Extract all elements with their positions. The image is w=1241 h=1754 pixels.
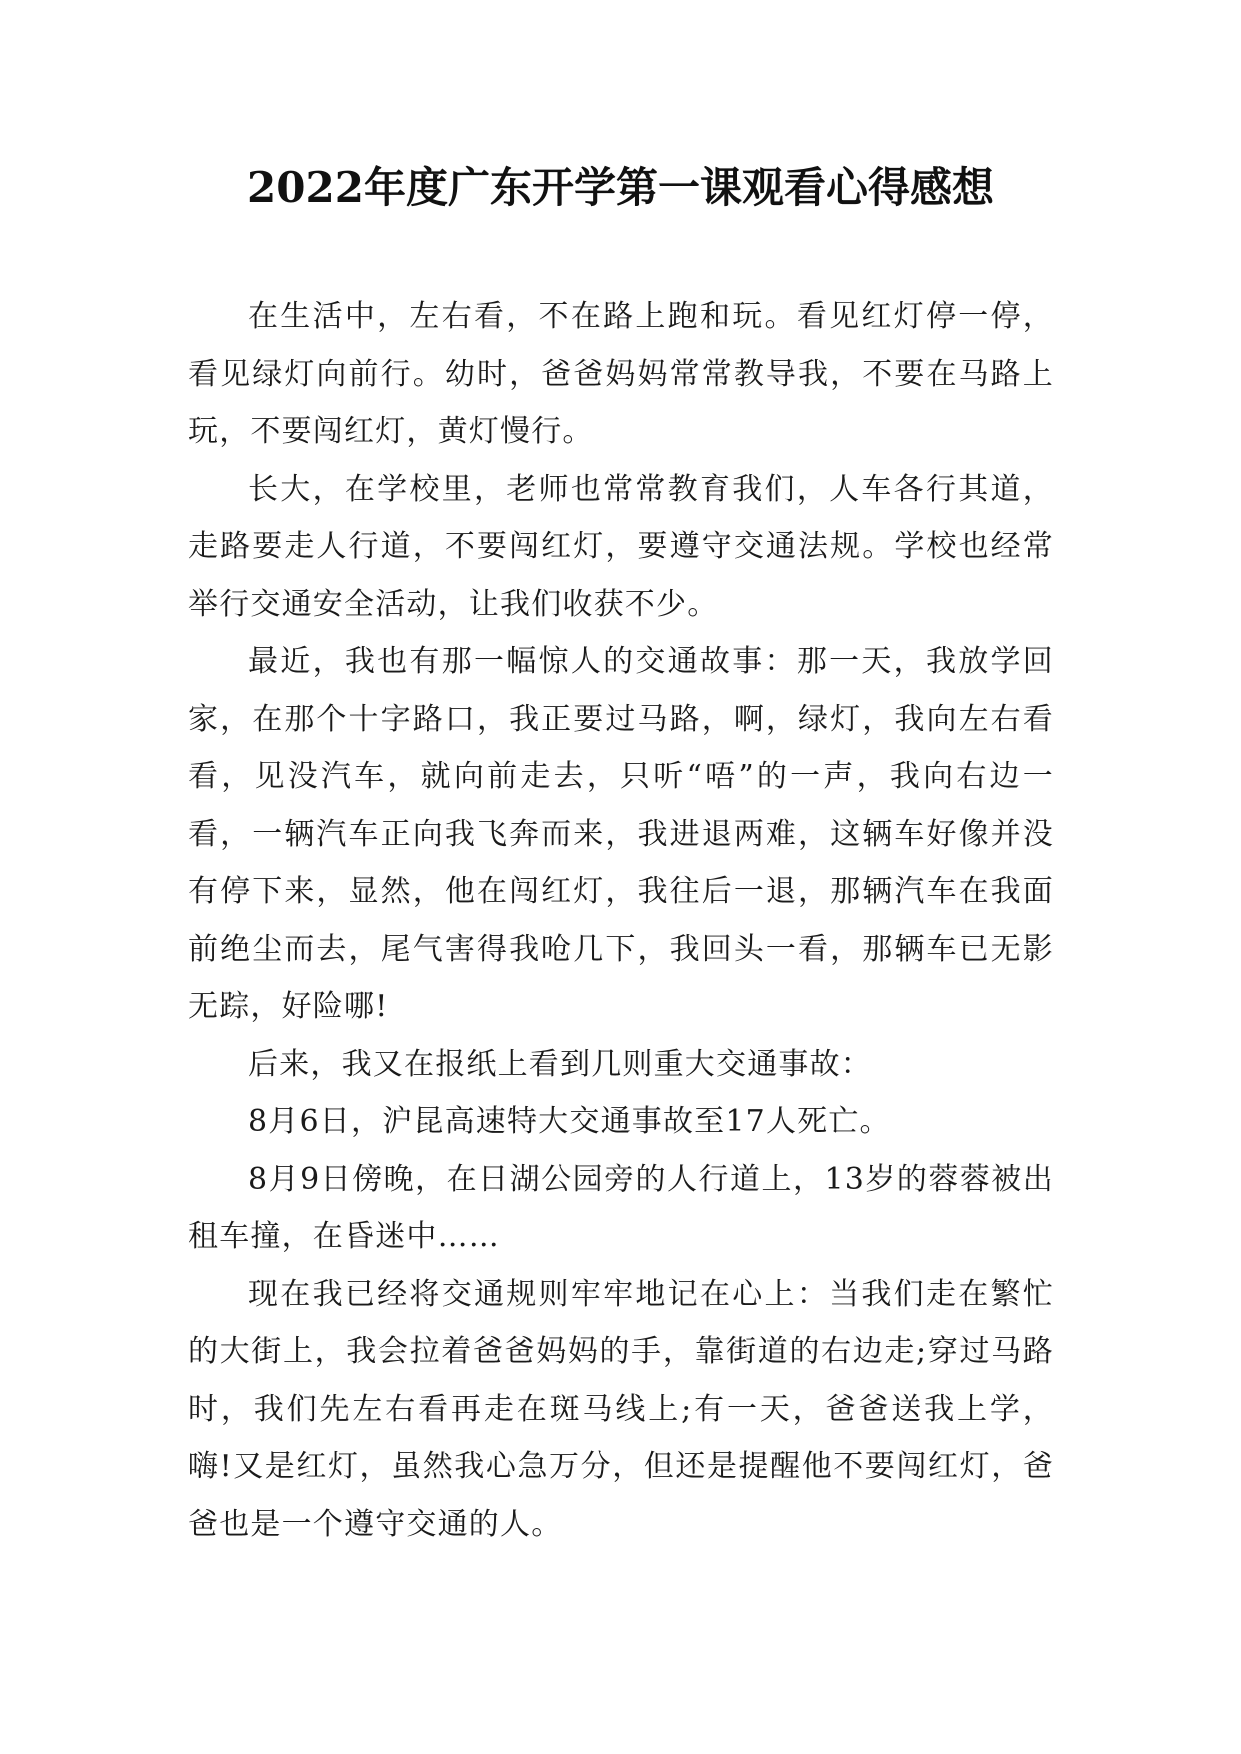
paragraph-3: 最近，我也有那一幅惊人的交通故事：那一天，我放学回家，在那个十字路口，我正要过马路，啊，绿灯，我向左右看看，见没汽车，就向前走去，只听“唔”的一声，我向右边一看，一辆汽车正向我飞奔而来，我进退两难，这辆车好像并没有停下来，显然，他在闯红灯，我往后一退，那辆汽车在我面前绝尘而去，尾气害得我呛几下，我回头一看，那辆车已无影无踪，好险哪!: [188, 644, 1054, 1024]
paragraph-6: 8月9日傍晚，在日湖公园旁的人行道上，13岁的蓉蓉被出租车撞，在昏迷中……: [188, 1161, 1054, 1254]
paragraph-7: 现在我已经将交通规则牢牢地记在心上：当我们走在繁忙的大街上，我会拉着爸爸妈妈的手，靠街道的右边走;穿过马路时，我们先左右看再走在斑马线上;有一天，爸爸送我上学，嗨!又是红灯，虽然我心急万分，但还是提醒他不要闯红灯，爸爸也是一个遵守交通的人。: [188, 1276, 1054, 1542]
document-body: [188, 288, 1054, 1553]
paragraph-5: 8月6日，沪昆高速特大交通事故至17人死亡。: [248, 1104, 891, 1139]
paragraph-2: 长大，在学校里，老师也常常教育我们，人车各行其道，走路要走人行道，不要闯红灯，要遵守交通法规。学校也经常举行交通安全活动，让我们收获不少。: [188, 471, 1054, 622]
paragraph-1: 在生活中，左右看，不在路上跑和玩。看见红灯停一停，看见绿灯向前行。幼时，爸爸妈妈常常教导我，不要在马路上玩，不要闯红灯，黄灯慢行。: [188, 299, 1054, 449]
document-title: 2022年度广东开学第一课观看心得感想: [247, 163, 994, 212]
paragraph-4: 后来，我又在报纸上看到几则重大交通事故：: [248, 1046, 872, 1082]
